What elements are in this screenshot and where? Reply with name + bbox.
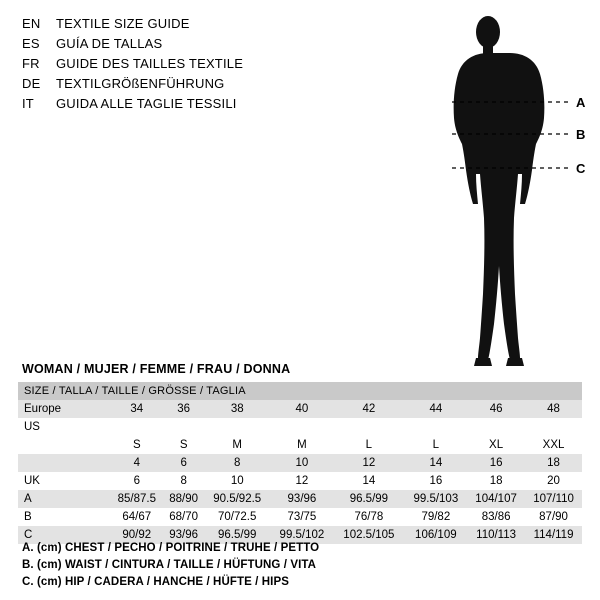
cell: 18 (525, 454, 582, 472)
cell: 79/82 (405, 508, 467, 526)
cell: 40 (271, 400, 333, 418)
cell (405, 418, 467, 436)
cell: 102.5/105 (333, 526, 404, 544)
row-label: US (18, 418, 110, 436)
row-label: C (18, 526, 110, 544)
cell: 18 (467, 472, 525, 490)
cell: 83/86 (467, 508, 525, 526)
language-code: FR (22, 56, 40, 71)
language-title-block (22, 16, 352, 116)
cell: 64/67 (110, 508, 164, 526)
language-row (22, 56, 352, 76)
measurement-label-b: B (576, 127, 586, 142)
row-label: UK (18, 472, 110, 490)
cell: 20 (525, 472, 582, 490)
cell: 10 (204, 472, 271, 490)
language-title: TEXTILGRÖßENFÜHRUNG (56, 76, 225, 91)
table-row (18, 454, 582, 472)
cell: 104/107 (467, 490, 525, 508)
cell: 110/113 (467, 526, 525, 544)
cell: 96.5/99 (333, 490, 404, 508)
table-row (18, 490, 582, 508)
language-row (22, 36, 352, 56)
cell: M (271, 436, 333, 454)
language-row (22, 96, 352, 116)
measurement-notes (22, 540, 319, 591)
cell: 96.5/99 (204, 526, 271, 544)
cell: 42 (333, 400, 404, 418)
table-row (18, 400, 582, 418)
cell: 48 (525, 400, 582, 418)
cell (333, 418, 404, 436)
cell: 90.5/92.5 (204, 490, 271, 508)
body-measurement-diagram (400, 8, 590, 368)
language-title: GUIDA ALLE TAGLIE TESSILI (56, 96, 237, 111)
cell (271, 418, 333, 436)
table-row (18, 472, 582, 490)
cell (110, 418, 164, 436)
table-header-row (18, 382, 582, 400)
cell: 76/78 (333, 508, 404, 526)
cell: 16 (467, 454, 525, 472)
row-label: B (18, 508, 110, 526)
language-code: DE (22, 76, 41, 91)
cell: 99.5/103 (405, 490, 467, 508)
cell: 6 (164, 454, 204, 472)
table-row (18, 418, 582, 436)
language-title: GUIDE DES TAILLES TEXTILE (56, 56, 244, 71)
cell: 38 (204, 400, 271, 418)
section-title: WOMAN / MUJER / FEMME / FRAU / DONNA (22, 362, 291, 376)
cell: 36 (164, 400, 204, 418)
cell: 14 (333, 472, 404, 490)
cell: 88/90 (164, 490, 204, 508)
cell: 46 (467, 400, 525, 418)
cell: 99.5/102 (271, 526, 333, 544)
note-c: C. (cm) HIP / CADERA / HANCHE / HÜFTE / HIPS (22, 576, 290, 588)
cell: 93/96 (271, 490, 333, 508)
cell: 10 (271, 454, 333, 472)
cell: 12 (271, 472, 333, 490)
cell: 16 (405, 472, 467, 490)
cell: 106/109 (405, 526, 467, 544)
measurement-label-c: C (576, 161, 586, 176)
size-table (18, 382, 582, 544)
cell (164, 418, 204, 436)
cell: M (204, 436, 271, 454)
cell: 34 (110, 400, 164, 418)
cell: XL (467, 436, 525, 454)
cell: 87/90 (525, 508, 582, 526)
language-code: ES (22, 36, 40, 51)
cell: 114/119 (525, 526, 582, 544)
note-a: A. (cm) CHEST / PECHO / POITRINE / TRUHE / PETTO (22, 542, 320, 554)
cell: 68/70 (164, 508, 204, 526)
table-row (18, 508, 582, 526)
cell: 73/75 (271, 508, 333, 526)
cell: 6 (110, 472, 164, 490)
cell: 85/87.5 (110, 490, 164, 508)
language-row (22, 76, 352, 96)
row-label: Europe (18, 400, 110, 418)
cell: L (405, 436, 467, 454)
cell: 12 (333, 454, 404, 472)
cell: S (164, 436, 204, 454)
table-header-label: SIZE / TALLA / TAILLE / GRÖSSE / TAGLIA (18, 382, 582, 400)
woman-silhouette-icon (454, 16, 545, 366)
table-row (18, 436, 582, 454)
language-title: TEXTILE SIZE GUIDE (56, 16, 190, 31)
cell: 93/96 (164, 526, 204, 544)
cell: 90/92 (110, 526, 164, 544)
cell: 44 (405, 400, 467, 418)
cell: S (110, 436, 164, 454)
language-code: IT (22, 96, 34, 111)
cell: XXL (525, 436, 582, 454)
cell: 14 (405, 454, 467, 472)
cell (467, 418, 525, 436)
cell (525, 418, 582, 436)
measurement-label-a: A (576, 95, 586, 110)
language-row (22, 16, 352, 36)
cell: 70/72.5 (204, 508, 271, 526)
cell: 107/110 (525, 490, 582, 508)
row-label (18, 436, 110, 454)
language-title: GUÍA DE TALLAS (56, 36, 163, 51)
cell: L (333, 436, 404, 454)
row-label: A (18, 490, 110, 508)
row-label (18, 454, 110, 472)
cell: 8 (204, 454, 271, 472)
cell: 4 (110, 454, 164, 472)
cell (204, 418, 271, 436)
note-b: B. (cm) WAIST / CINTURA / TAILLE / HÜFTUNG / VITA (22, 559, 317, 571)
language-code: EN (22, 16, 41, 31)
cell: 8 (164, 472, 204, 490)
